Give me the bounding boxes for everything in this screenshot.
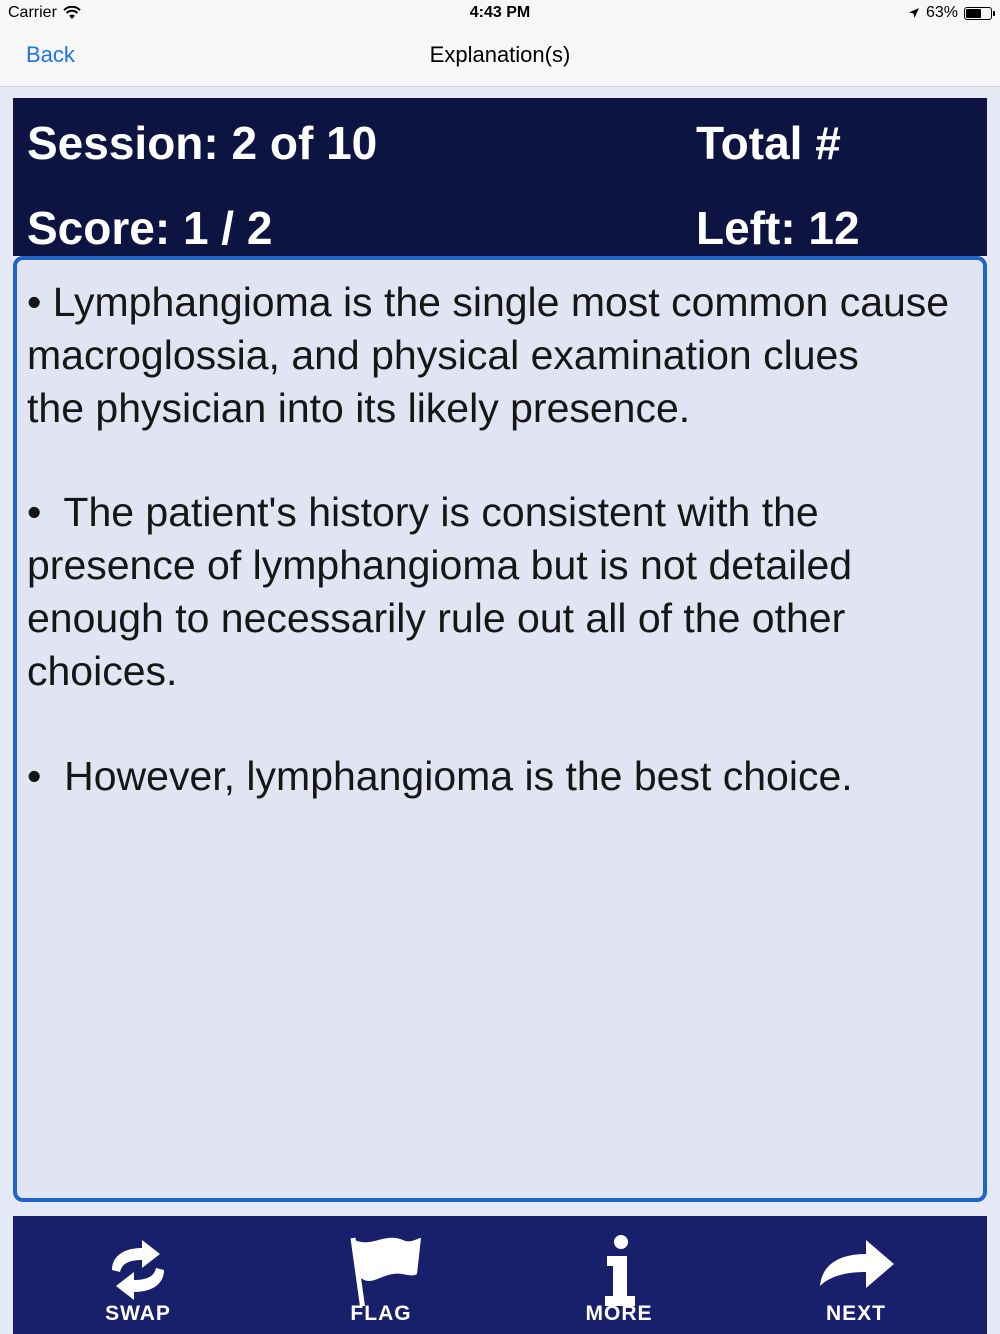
session-counter: Session: 2 of 10 <box>27 117 378 169</box>
bottom-toolbar <box>13 1216 987 1334</box>
explanation-text-box[interactable] <box>13 256 987 1202</box>
page-title: Explanation(s) <box>429 42 571 67</box>
forward-arrow-icon <box>816 1234 896 1306</box>
session-header <box>13 98 987 256</box>
status-right-group <box>908 4 992 22</box>
swap-icon <box>98 1234 178 1306</box>
score-display: Score: 1 / 2 <box>27 202 273 254</box>
back-button[interactable]: Back <box>26 42 75 67</box>
total-label: Total # <box>696 117 841 169</box>
flag-button[interactable] <box>301 1216 461 1334</box>
more-label: MORE <box>585 1302 653 1325</box>
info-icon <box>579 1234 659 1306</box>
next-button[interactable] <box>776 1216 936 1334</box>
questions-left: Left: 12 <box>696 202 860 254</box>
flag-icon <box>341 1234 421 1306</box>
next-label: NEXT <box>825 1302 886 1325</box>
more-info-button[interactable] <box>539 1216 699 1334</box>
clock: 4:43 PM <box>469 4 531 21</box>
battery-icon <box>964 7 992 20</box>
explanation-paragraph: • However, lymphangioma is the best choice. <box>27 753 853 799</box>
carrier-label: Carrier <box>8 4 57 21</box>
status-bar <box>0 0 1000 28</box>
navigation-bar <box>0 28 1000 87</box>
flag-label: FLAG <box>350 1302 412 1325</box>
explanation-paragraph: • The patient's history is consistent with the presence of lymphangioma but is not detailed enough to necessarily rule out all of the other choices. <box>27 489 853 694</box>
battery-percent: 63% <box>925 4 958 21</box>
swap-button[interactable] <box>58 1216 218 1334</box>
location-arrow-icon <box>908 7 920 19</box>
explanation-paragraph: • Lymphangioma is the single most common cause macroglossia, and physical examination clues the physician into its likely presence. <box>27 279 950 431</box>
swap-label: SWAP <box>105 1302 171 1325</box>
